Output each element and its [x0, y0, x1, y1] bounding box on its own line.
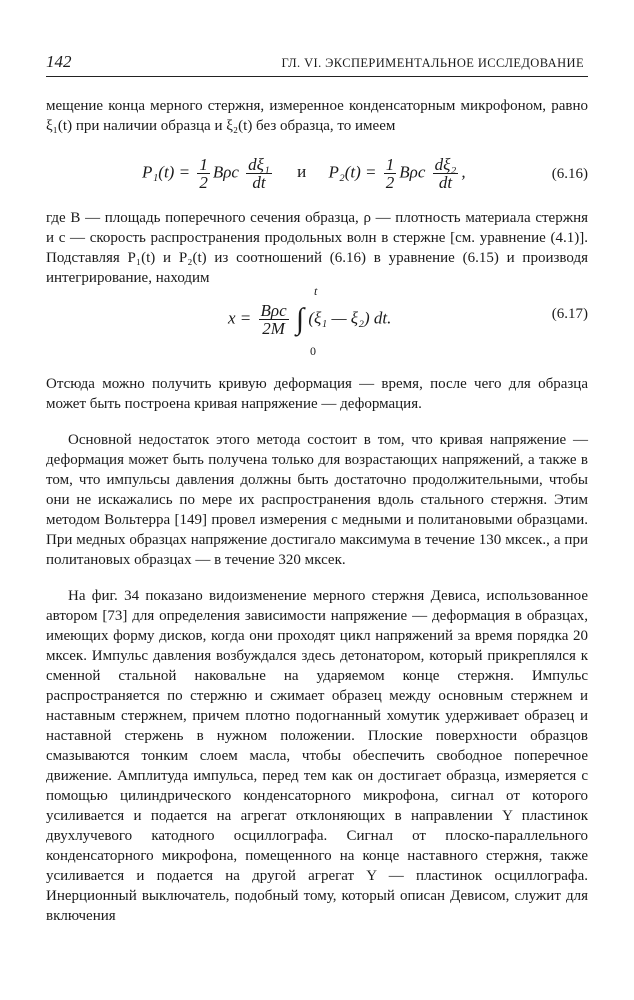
paragraph-4: Основной недостаток этого метода состоит в том, что кривая напряжение — деформация может быть получена только для возрастающих напряжений, а также в том, что импульсы давления должны быть достаточно продолжительными, чтобы они не искажались по мере их распространения вдоль стального стержня. Этим методом Вольтерра [149] провел измерения с медными и политановыми образцами. При медных образцах напряжение достигало максимума в течение 130 мксек., а при политановых образцах — в течение 320 мксек.	[46, 432, 588, 568]
eq617-lower-limit: 0	[310, 344, 316, 358]
page-number: 142	[46, 52, 72, 71]
paragraph-2: где B — площадь поперечного сечения образца, ρ — плотность материала стержня и c — скорость распространения продольных волн в стержне [см. уравнение (4.1)]. Подставляя P₁(t) и P₂(t) из соотношений (6.16) в уравнение (6.15) и производя интегрирование, находим	[46, 210, 588, 286]
eq616-frac2-num: dξ₁	[248, 155, 270, 174]
eq616-frac1-num: 1	[199, 155, 208, 174]
eq616-lhs2: P₂(t) =	[328, 162, 377, 182]
eq616-conj: и	[297, 162, 307, 182]
eq616-lhs1: P₁(t) =	[142, 162, 191, 182]
eq616-comma: ,	[461, 162, 466, 182]
eq616-frac4-num: dξ₂	[434, 155, 457, 174]
eq617-frac	[259, 302, 289, 337]
equation-number-6-16: (6.16)	[551, 166, 588, 182]
eq617-frac-num: Bρc	[260, 301, 287, 320]
equation-6-17	[46, 284, 588, 364]
eq616-frac2-den: dt	[252, 173, 266, 192]
eq616-frac1-den: 2	[199, 173, 208, 192]
eq616-frac4	[433, 156, 459, 191]
eq617-frac-den: 2M	[262, 319, 285, 338]
eq616-frac3-den: 2	[385, 173, 395, 192]
eq616-frac4-den: dt	[438, 173, 453, 192]
eq617-upper-limit: t	[314, 284, 318, 298]
eq617-lhs: x =	[228, 308, 252, 328]
equation-number-6-17: (6.17)	[551, 306, 588, 322]
page-header	[46, 52, 588, 77]
eq616-mid2: Bρc	[399, 162, 426, 182]
paragraph-3: Отсюда можно получить кривую деформация — время, после чего для образца может быть построена кривая напряжение — деформация.	[46, 376, 588, 412]
eq616-frac3-num: 1	[385, 155, 395, 174]
eq616-frac1	[197, 156, 210, 191]
eq616-frac3	[384, 156, 397, 191]
eq617-integrand: (ξ₁ — ξ₂) dt.	[308, 308, 392, 328]
equation-6-16	[46, 156, 588, 200]
eq616-frac2	[246, 156, 272, 191]
running-head: ГЛ. VI. ЭКСПЕРИМЕНТАЛЬНОЕ ИССЛЕДОВАНИЕ	[281, 56, 584, 70]
paragraph-5: На фиг. 34 показано видоизменение мерного стержня Девиса, использованное автором [73] для определения зависимости напряжение — деформация в образцах, имеющих форму дисков, когда они проходят цикл напряжений за время порядка 20 мксек. Импульс давления возбуждался здесь детонатором, который прикреплялся к сменной стальной наковальне на ударяемом конце стержня. Импульс распространяется по стержню и сжимает образец между основным стержнем и наставным стержнем, причем плотно подогнанный хомутик удерживает образец и наставной стержень в нужном положении. Плоские поверхности образцов смазываются тонким слоем масла, чтобы обеспечить свободное поперечное движение. Амплитуда импульса, перед тем как он достигает образца, измеряется с помощью цилиндрического конденсаторного микрофона, сигнал от которого усиливается и подается на агрегат отклоняющих в направлении Y пластинок двухлучевого катодного осциллографа. Сигнал от плоско-параллельного конденсаторного микрофона, помещенного на конце наставного стержня, также усиливается и подается на другой агрегат Y — пластинок осциллографа. Инерционный выключатель, подобный тому, который описан Девисом, служит для включения	[46, 588, 588, 924]
paragraph-1: мещение конца мерного стержня, измеренное конденсаторным микрофоном, равно ξ₁(t) при наличии образца и ξ₂(t) без образца, то имеем	[46, 98, 588, 134]
book-page	[46, 52, 588, 924]
eq616-mid1: Bρc	[212, 162, 239, 182]
integral-sign: ∫	[295, 302, 305, 336]
